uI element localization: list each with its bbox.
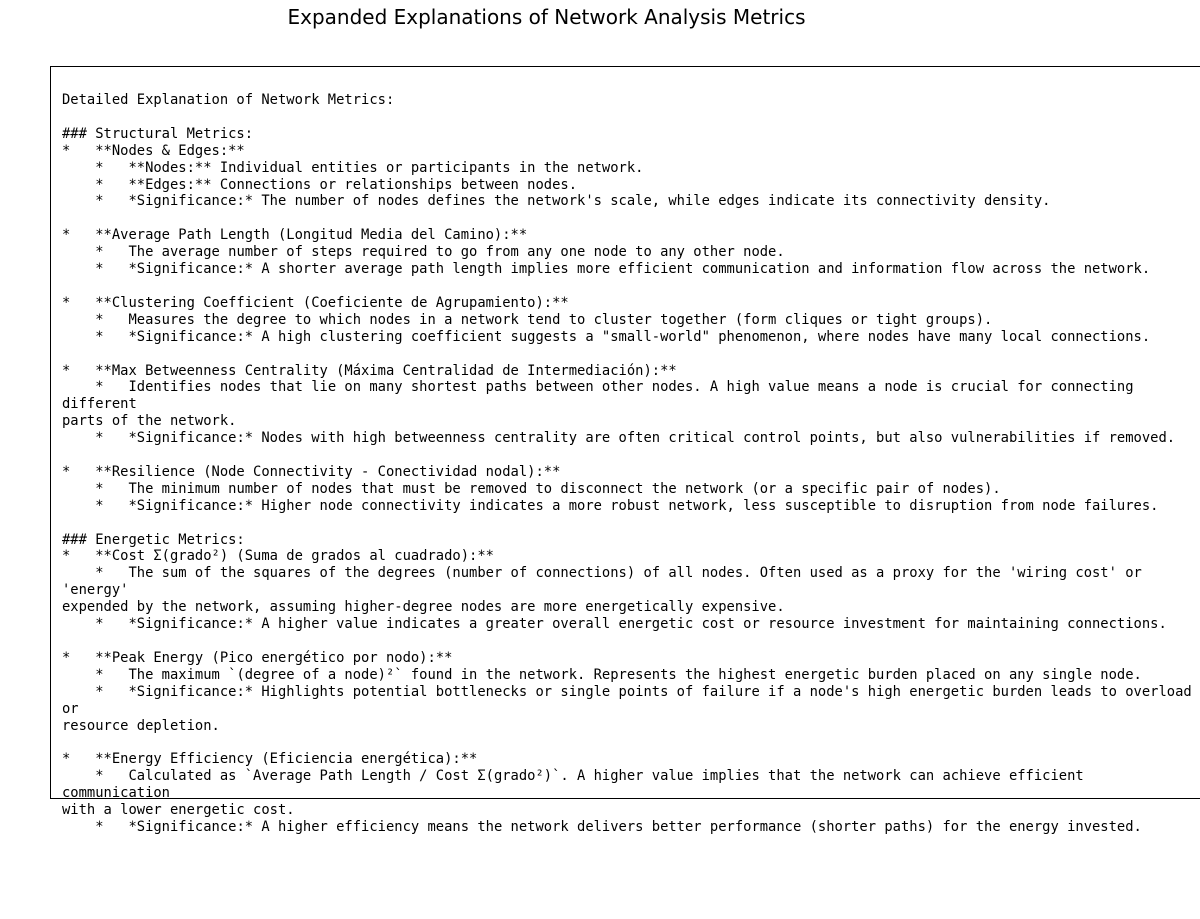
page-title: Expanded Explanations of Network Analysis Metrics	[287, 5, 806, 29]
metrics-explanation-text: Detailed Explanation of Network Metrics: ### Structural Metrics: * **Nodes & Edges:** * **Nodes:** Individual entities or participants in the network. * **Edges:** Connections or relationships between nodes. * *Significance:* The number of nodes defines the network's scale, while edges indicate its connectivity density. * **Average Path Length (Longitud Media del Camino):** * The average number of steps required to go from any one node to any other node. * *Significance:* A shorter average path length implies more efficient communication and information flow across the network. * **Clustering Coefficient (Coeficiente de Agrupamiento):** * Measures the degree to which nodes in a network tend to cluster together (form cliques or tight groups). * *Significance:* A high clustering coefficient suggests a "small-world" phenomenon, where nodes have many local connections. * **Max Betweenness Centrality (Máxima Centralidad de Intermediación):** * Identifies nodes that lie on many shortest paths between other nodes. A high value means a node is crucial for connecting different parts of the network. * *Significance:* Nodes with high betweenness centrality are often critical control points, but also vulnerabilities if removed. * **Resilience (Node Connectivity - Conectividad nodal):** * The minimum number of nodes that must be removed to disconnect the network (or a specific pair of nodes). * *Significance:* Higher node connectivity indicates a more robust network, less susceptible to disruption from node failures. ### Energetic Metrics: * **Cost Σ(grado²) (Suma de grados al cuadrado):** * The sum of the squares of the degrees (number of connections) of all nodes. Often used as a proxy for the 'wiring cost' or 'energy' expended by the network, assuming higher-degree nodes are more energetically expensive. * *Significance:* A higher value indicates a greater overall energetic cost or resource investment for maintaining connections. * **Peak Energy (Pico energético por nodo):** * The maximum `(degree of a node)²` found in the network. Represents the highest energetic burden placed on any single node. * *Significance:* Highlights potential bottlenecks or single points of failure if a node's high energetic burden leads to overload or resource depletion. * **Energy Efficiency (Eficiencia energética):** * Calculated as `Average Path Length / Cost Σ(grado²)`. A higher value implies that the network can achieve efficient communication with a lower energetic cost. * *Significance:* A higher efficiency means the network delivers better performance (shorter paths) for the energy invested.	[62, 92, 1192, 835]
